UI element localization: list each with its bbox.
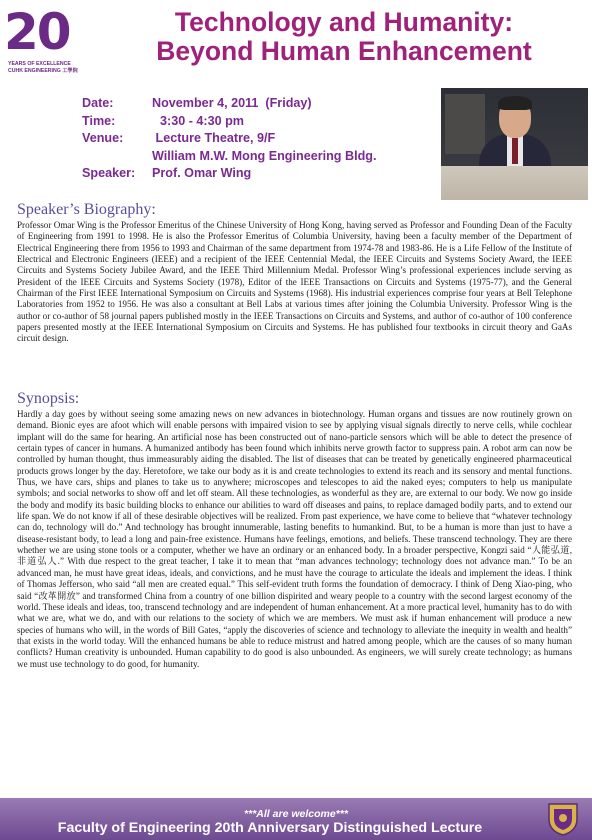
logo-caption-cjk: 工學院 [62,67,78,74]
logo-number: 20 [4,3,70,61]
title-line2: Beyond Human Enhancement [156,36,532,66]
page-title [100,8,588,66]
biography-heading: Speaker’s Biography: [17,201,156,218]
logo-caption-line2: CUHK ENGINEERING [8,67,61,74]
date-value: November 4, 2011 (Friday) [152,96,312,110]
speaker-label: Speaker: [82,166,136,180]
date-label: Date: [82,96,114,110]
time-row [82,113,442,131]
lecture-series-title: Faculty of Engineering 20th Anniversary Distinguished Lecture [57,820,483,836]
title-line1: Technology and Humanity: [174,7,514,37]
time-value: 3:30 - 4:30 pm [160,113,244,128]
logo-caption [8,61,78,74]
logo-caption-line1: YEARS OF EXCELLENCE [8,61,71,67]
speaker-photo [441,88,588,200]
time-label: Time: [82,113,116,128]
venue-row [82,130,442,148]
anniversary-logo [4,3,96,78]
synopsis-heading: Synopsis: [17,390,80,407]
welcome-text: ***All are welcome*** [244,808,348,820]
biography-text: Professor Omar Wing is the Professor Emeritus of the Chinese University of Hong Kong, having served as Professor and Founding Dean of the Faculty of Engineering from 1991 to 1998. He is also the Professor Emeritus of Columbia University, having been a faculty member of the Department of Electrical Engineering there from 1956 to 1993 and Chairman of the same department from 1974-78 and 1983-86. He is a Life Fellow of the Institute of Electrical and Electronic Engineers (IEEE) and a recipient of the IEEE Centennial Medal, the IEEE Circuits and Systems Society Award, the IEEE Circuits and Systems Society Jubilee Award, and the IEEE Third Millennium Medal. Professor Wing’s professional experiences include serving as President of the IEEE Circuits and Systems Society (1978), Editor of the IEEE Transactions on Circuits and Systems (1975-77), and the General Chairman of the First IEEE International Symposium on Circuits and Systems (1968). His industrial experiences comprise four years at Bell Telephone Laboratories from 1952 to 1956. He was also a consultant at Bell Labs at various times after joining the Columbia University. Professor Wing is the author or co-author of 58 journal papers published mostly in the IEEE Transactions on Circuits and Systems, and author of co-author of 100 conference papers presented mostly at the IEEE International Symposium on Circuits and Systems. He has published four textbooks in circuit theory and GaAs circuit design. [17,220,572,344]
venue-value-line2: William M.W. Mong Engineering Bldg. [152,148,377,163]
synopsis-text: Hardly a day goes by without seeing some amazing news on new advances in biotechnology. Human organs and tissues are now routinely grown on demand. Bionic eyes are afoot which will enable persons with impaired vision to see by applying visual signals directly to nerve cells, while cochlear implant will do the same for hearing. An artificial nose has been constructed out of nano-particle sensors which will be able to detect the presence of certain types of cancer in humans. A humanized antibody has been found which inhibits nerve growth factor to suppress pain. A robot arm can now be controlled by human thought, thus immeasurably aiding the disabled. The list of diseases that can be treated by genetically engineered pharmaceutical products grows longer by the day. Heretofore, we take our body as it is and create technologies to extend its reach and its sensory and mental functions. Thus, we have cars, ships and planes to take us to anywhere; microscopes and telescopes to aid the naked eyes; computers to help us manipulate symbols; and social networks to show off and let off steam. All these technologies, as wonderful as they are, are external to our body. We now go inside the body and modify its basic building blocks to enhance our abilities to ward off diseases and pains, to replace damaged bodily parts, and to extend our life span. We do not know if all of these desirable objectives will be realized. From past experience, we have come to believe that “whatever technology can do, technology will do.” And technology has brought innumerable, lasting benefits to humankind. But, to be a human is more than just to have a disease-resistant body, to lead a long and pain-free existence. Humans have feelings, emotions, and beliefs. These transcend technology. They are there whether we are using stone tools or a computer, whether we have an ordinary or an enhanced body. In a broader perspective, Kongzi said “人能弘道, 非道弘人.” With due respect to the great teacher, I take it to mean that “man advances technology; technology does not advance man.” To be an advanced man, he must have great ideas, ideals, and convictions, and he must have the courage to articulate the ideals and implement the ideas. I think of Thomas Jefferson, who said “all men are created equal.” This self-evident truth forms the foundation of democracy. I think of Deng Xiao-ping, who said “改革開放” and transformed China from a country of one billion dispirited and weary people to a country with the second largest economy of the world. These ideals and ideas, too, transcend technology and are independent of human enhancement. At a more practical level, humanity has to do with what we are, what we do, and with our relations to the society of which we are members. We must ask if human enhancement will produce a new species of humans who will, in the words of Bill Gates, “apply the discoveries of science and technology to alleviate the inequity in wealth and health” that exists in the world today. Will the enhanced humans be able to reduce mistrust and hatred among people, which are the causes of so many human conflicts? Human creativity is unbounded. Human capability to do good is also unbounded. As engineers, we will surely create technology; as humans we must use technology to do good, for humanity. [17,409,572,669]
venue-row-2 [82,148,442,166]
venue-label: Venue: [82,131,124,145]
venue-value-line1: Lecture Theatre, 9/F [152,131,276,145]
date-row [82,95,442,113]
event-details [82,95,442,183]
speaker-value: Prof. Omar Wing [152,166,252,180]
university-crest-icon [541,801,585,837]
speaker-row [82,165,442,183]
